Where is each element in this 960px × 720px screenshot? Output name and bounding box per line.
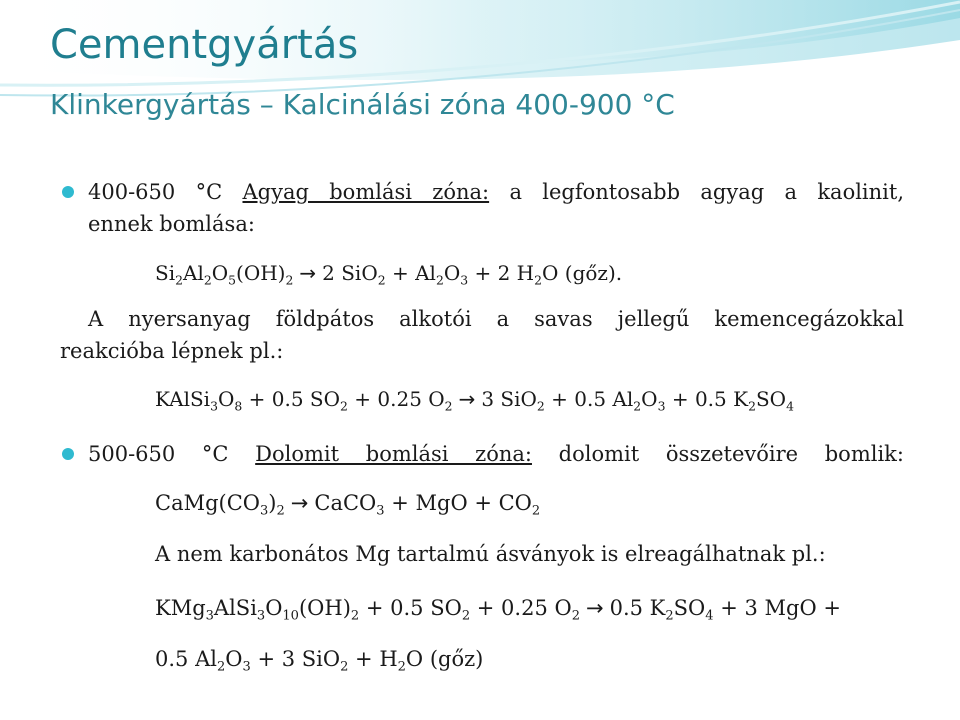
para1-line1: A nyersanyag földpátos alkotói a savas jellegű kemencegázokkal [88, 307, 904, 331]
bullet1-line2: ennek bomlása: [88, 212, 255, 236]
page-subtitle: Klinkergyártás – Kalcinálási zóna 400-900 °C [50, 88, 675, 121]
bullet-marker [62, 186, 74, 198]
bullet1-zone: Agyag bomlási zóna: [242, 180, 490, 204]
para1-line2: reakcióba lépnek pl.: [60, 339, 284, 363]
reaction-arrow-icon: → [290, 491, 309, 515]
reaction-arrow-icon: → [299, 261, 317, 285]
equation-kaolinite: $Si_2Al_2O_5(OH)_2 \to 2$ $SiO_2 + Al_2O_3 + 2$ $H_2O$ (gőz). [155, 261, 623, 288]
bullet2-temp: 500-650 °C [88, 442, 229, 466]
equation-feldspar: $KAlSi_3O_8 + 0.5$ $SO_2 + 0.25$ $O_2 \to 3$ SiO$_2$ + 0.5 $Al_2O_3 + 0.5$ $K_2SO_4$ [155, 387, 794, 414]
bullet1-temp: 400-650 °C [88, 180, 223, 204]
equation-dolomite: $CaMg(CO_3)_2$ → CaCO$_3$ + MgO + $CO_2$ [155, 491, 541, 519]
page-title: Cementgyártás [50, 22, 359, 68]
reaction-arrow-icon: → [585, 596, 604, 620]
bullet1-rest: a legfontosabb agyag a kaolinit, [509, 180, 904, 204]
bullet2-line1 [88, 444, 904, 465]
bullet2-rest: dolomit összetevőire bomlik: [558, 442, 904, 466]
equation-mica-line1: $KMg_3AlSi_3O_{10}(OH)_2 + 0.5$ $SO_2 + 0.25$ $O_2 \to 0.5$ $K_2SO_4 + 3$ MgO + [155, 596, 841, 624]
bullet1-line1 [88, 182, 904, 203]
reaction-arrow-icon: → [458, 387, 476, 411]
equation-mica-line2: 0.5 $Al_2O_3 + 3$ $SiO_2 + H_2O$ (gőz) [155, 647, 484, 675]
bullet-marker [62, 448, 74, 460]
para2: A nem karbonátos Mg tartalmú ásványok is elreagálhatnak pl.: [155, 542, 826, 566]
bullet2-zone: Dolomit bomlási zóna: [255, 442, 532, 466]
